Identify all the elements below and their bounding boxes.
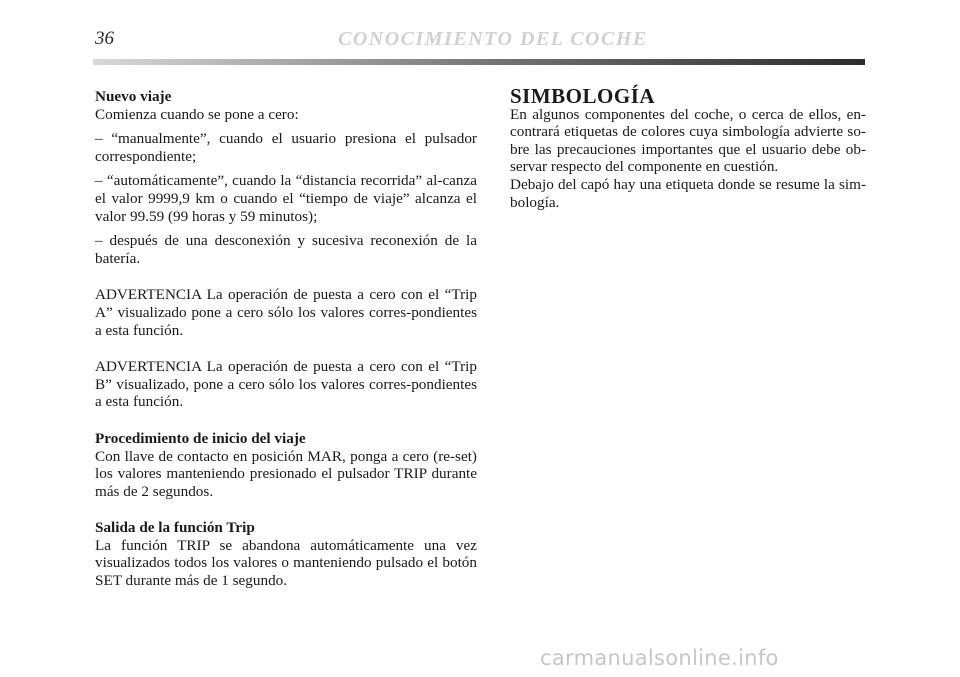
- right-column: [510, 84, 866, 211]
- salida-text: La función TRIP se abandona automáticamente una vez visualizados todos los valores o manteniendo pulsado el botón SET durante más de 1 segundo.: [95, 536, 477, 590]
- simbologia-paragraph-1: En algunos componentes del coche, o cerca de ellos, en-contrará etiquetas de colores cuya simbología advierte so-bre las precauciones importantes que el usuario debe ob-servar respecto del componente en cuestión.: [510, 105, 866, 176]
- warning-trip-b: ADVERTENCIA La operación de puesta a cero con el “Trip B” visualizado, pone a cero sólo los valores corres-pondientes a esta función.: [95, 358, 477, 411]
- nuevo-viaje-heading: Nuevo viaje: [95, 88, 172, 105]
- running-title: CONOCIMIENTO DEL COCHE: [338, 28, 648, 50]
- warning-trip-a: ADVERTENCIA La operación de puesta a cero con el “Trip A” visualizado pone a cero sólo los valores corres-pondientes a esta función.: [95, 286, 477, 339]
- left-column: [95, 88, 477, 590]
- salida-heading: Salida de la función Trip: [95, 519, 255, 537]
- nuevo-viaje-item-battery: – después de una desconexión y sucesiva reconexión de la batería.: [95, 232, 477, 267]
- simbologia-paragraph-2: Debajo del capó hay una etiqueta donde se resume la sim-bología.: [510, 175, 866, 211]
- page-number: 36: [95, 28, 114, 49]
- nuevo-viaje-item-automatic: – “automáticamente”, cuando la “distancia recorrida” al-canza el valor 9999,9 km o cuando el “tiempo de viaje” alcanza el valor 99.59 (99 horas y 59 minutos);: [95, 172, 477, 225]
- procedimiento-text: Con llave de contacto en posición MAR, ponga a cero (re-set) los valores manteniendo presionado el pulsador TRIP durante más de 2 segundos.: [95, 447, 477, 500]
- procedimiento-heading: Procedimiento de inicio del viaje: [95, 429, 306, 447]
- nuevo-viaje-intro: Comienza cuando se pone a cero:: [95, 105, 299, 123]
- header-rule: [93, 59, 865, 65]
- watermark: carmanualsonline.info: [540, 646, 779, 670]
- nuevo-viaje-item-manual: – “manualmente”, cuando el usuario presiona el pulsador correspondiente;: [95, 130, 477, 165]
- simbologia-heading: SIMBOLOGÍA: [510, 84, 656, 108]
